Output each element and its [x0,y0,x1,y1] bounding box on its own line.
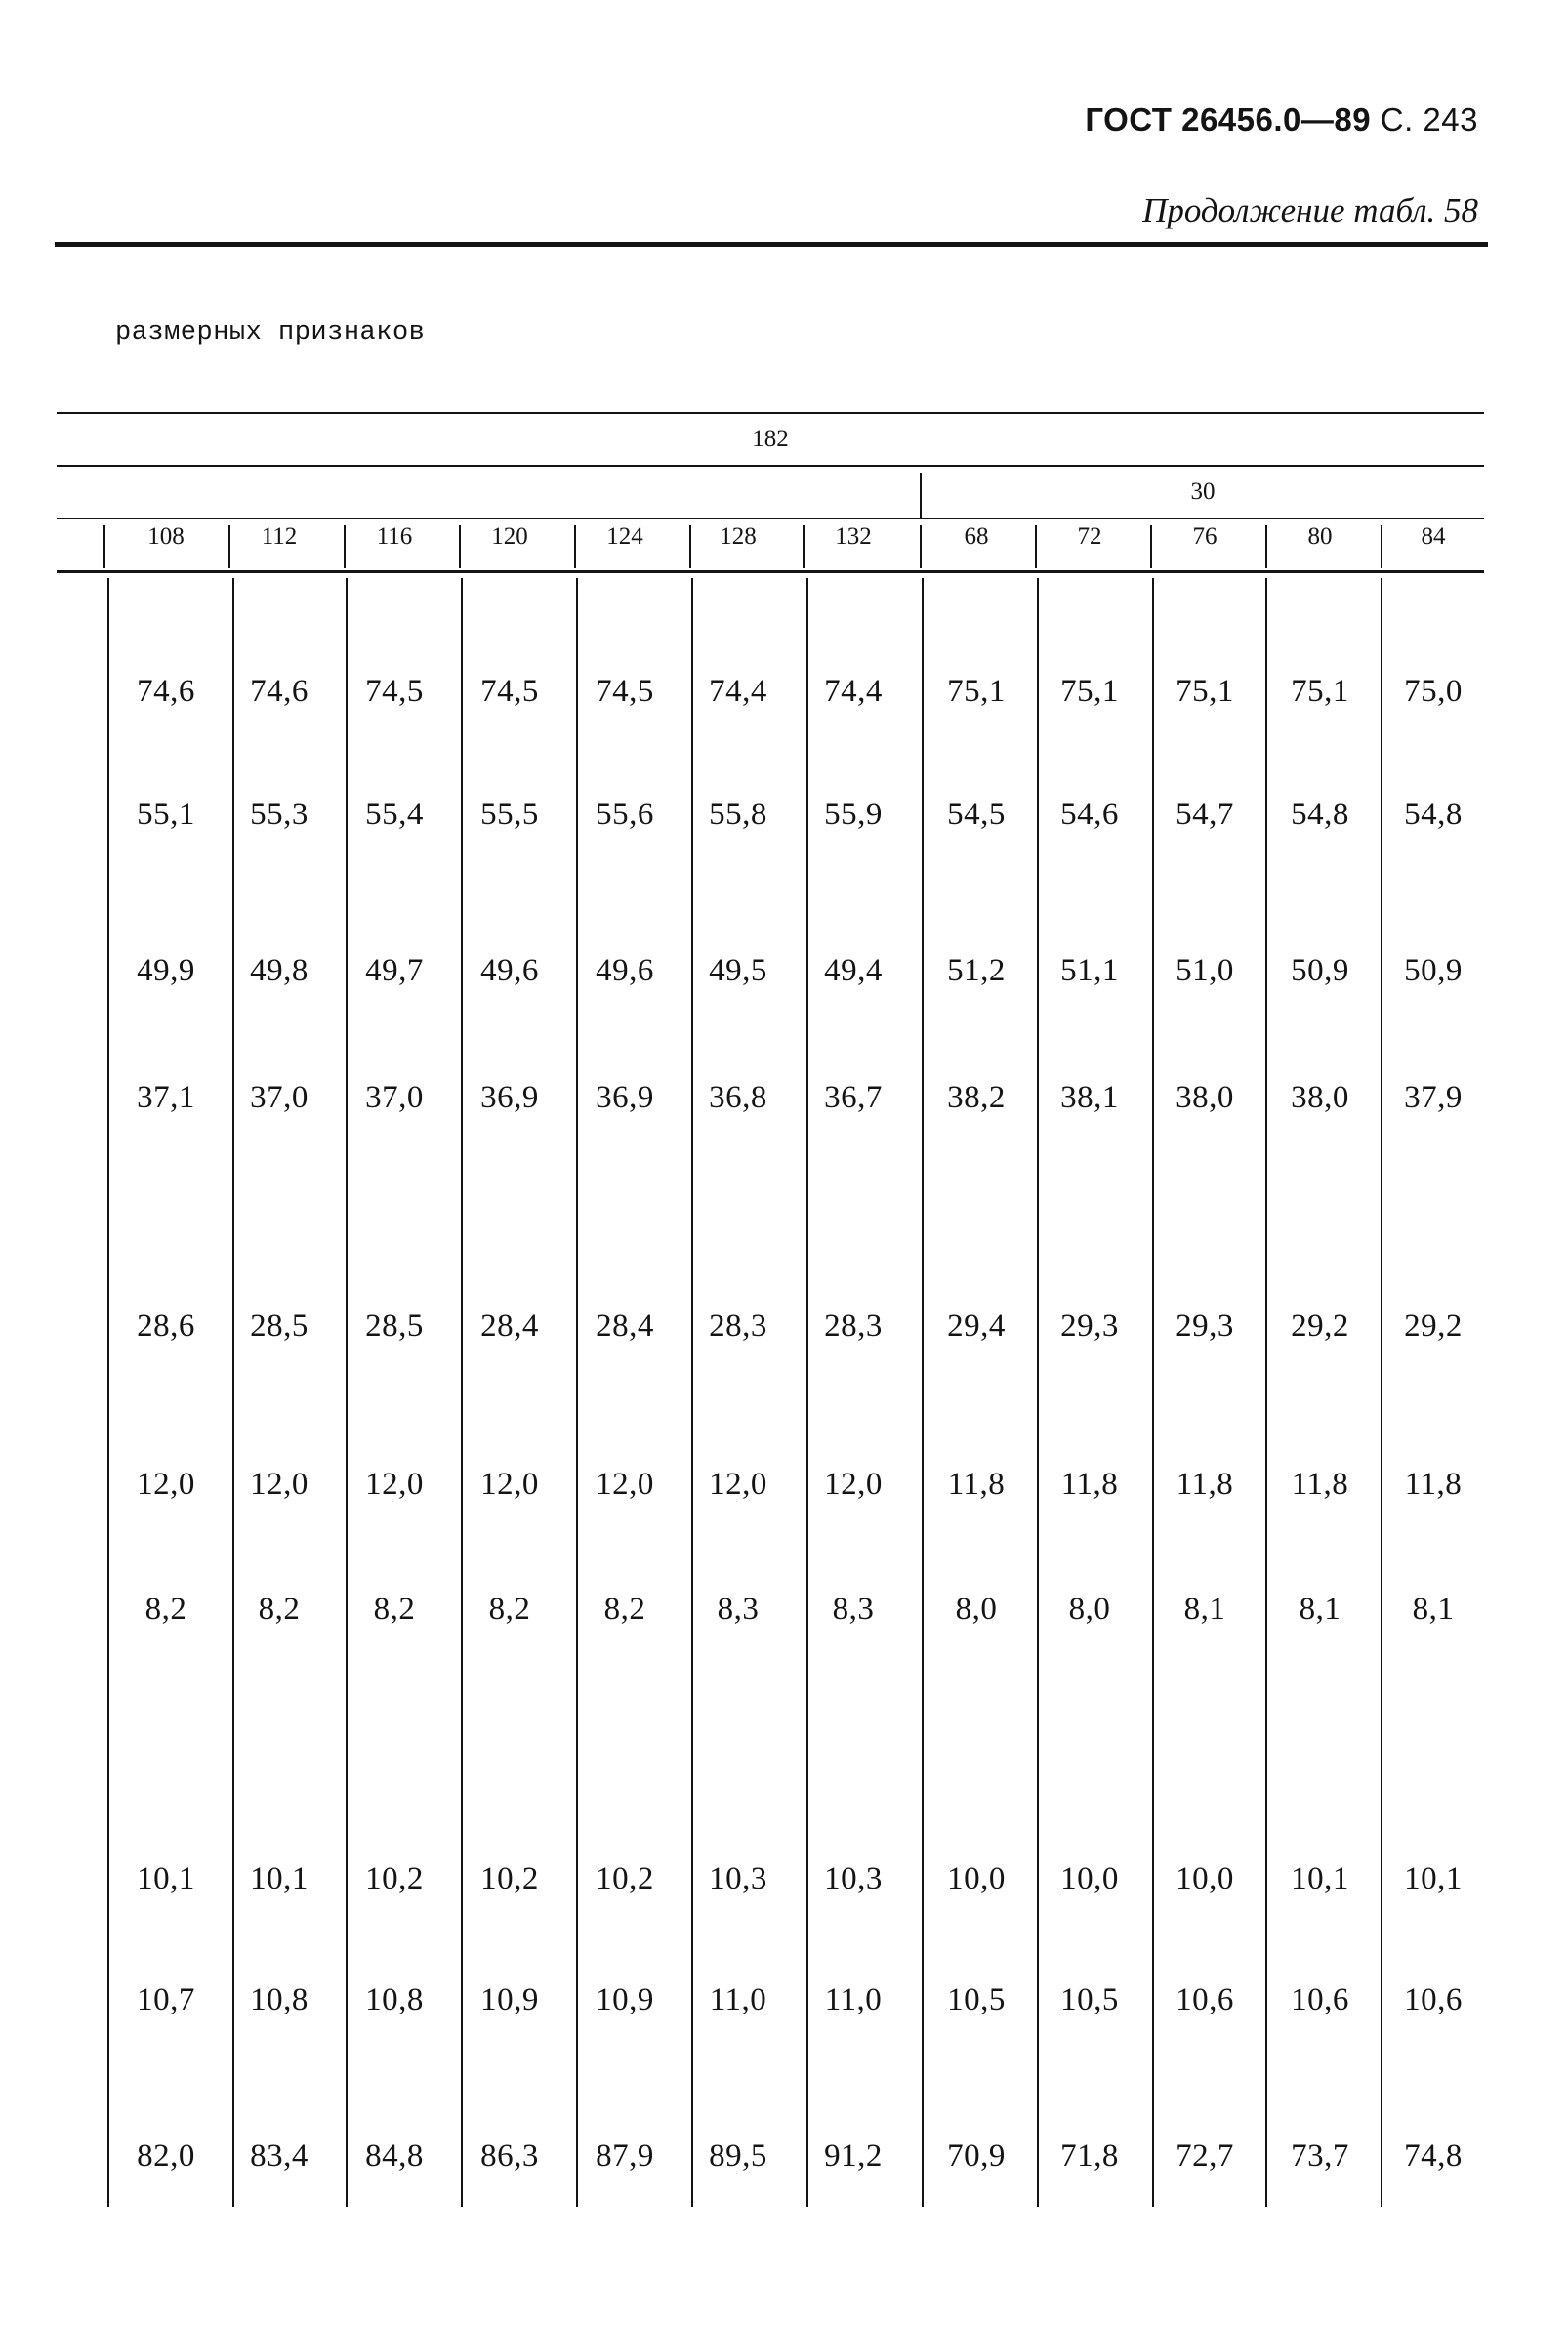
table-cell: 10,7 [137,1982,195,2017]
table-cell: 29,2 [1404,1308,1463,1344]
table-cell: 49,6 [596,953,654,988]
table-cell: 74,6 [137,674,195,709]
table-cell: 29,3 [1176,1308,1234,1344]
table-cell: 11,8 [1291,1467,1349,1502]
table-cell: 49,5 [709,953,767,988]
table-cell: 8,0 [955,1592,998,1627]
group-header-top: 182 [752,426,789,452]
table-cell: 51,1 [1060,953,1119,988]
table-cell: 10,0 [1176,1861,1234,1896]
table-cell: 54,8 [1291,797,1349,832]
table-cell: 74,8 [1404,2138,1463,2174]
column-header: 120 [491,523,528,550]
table-cell: 74,5 [480,674,539,709]
table-cell: 71,8 [1060,2138,1119,2174]
table-cell: 10,3 [709,1861,767,1896]
table-cell: 10,8 [250,1982,309,2017]
table-cell: 72,7 [1176,2138,1234,2174]
table-cell: 8,1 [1412,1592,1455,1627]
table-cell: 89,5 [709,2138,767,2174]
table-cell: 8,2 [144,1592,187,1627]
table-cell: 10,9 [596,1982,654,2017]
table-cell: 38,2 [947,1080,1006,1115]
table-cell: 54,6 [1060,797,1119,832]
table-cell: 28,5 [365,1308,424,1344]
table-top-rule [57,412,1484,414]
column-header: 72 [1077,523,1102,550]
table-cell: 49,4 [824,953,883,988]
table-cell: 37,0 [250,1080,309,1115]
table-cell: 8,0 [1068,1592,1111,1627]
table-cell: 50,9 [1291,953,1349,988]
table-cell: 8,2 [373,1592,416,1627]
table-continuation-label: Продолжение табл. 58 [1142,191,1478,229]
table-cell: 8,2 [603,1592,646,1627]
table-cell: 29,4 [947,1308,1006,1344]
table-cell: 10,9 [480,1982,539,2017]
column-header-divider [920,525,922,568]
table-cell: 10,5 [1060,1982,1119,2017]
table-cell: 55,8 [709,797,767,832]
standard-header [1085,102,1478,139]
table-cell: 75,1 [947,674,1006,709]
table-cell: 82,0 [137,2138,195,2174]
table-cell: 73,7 [1291,2138,1349,2174]
table-cell: 11,8 [947,1467,1006,1502]
group-header-sub: 30 [1190,478,1216,505]
header-rule [55,242,1488,247]
table-cell: 12,0 [709,1467,767,1502]
table-cell: 28,5 [250,1308,309,1344]
column-header: 84 [1421,523,1446,550]
table-cell: 75,1 [1176,674,1234,709]
table-cell: 49,9 [137,953,195,988]
table-cell: 11,8 [1176,1467,1234,1502]
table-cell: 38,0 [1291,1080,1349,1115]
table-cell: 28,3 [709,1308,767,1344]
table-cell: 28,4 [480,1308,539,1344]
table-cell: 38,0 [1176,1080,1234,1115]
table-cell: 10,1 [1291,1861,1349,1896]
column-divider [107,578,109,2207]
table-cell: 55,4 [365,797,424,832]
table-cell: 55,3 [250,797,309,832]
table-cell: 49,8 [250,953,309,988]
table-cell: 10,8 [365,1982,424,2017]
table-cell: 11,0 [709,1982,767,2017]
table-cell: 37,9 [1404,1080,1463,1115]
table-cell: 70,9 [947,2138,1006,2174]
group-rule-2 [57,518,1484,519]
column-header: 132 [835,523,872,550]
table-cell: 12,0 [365,1467,424,1502]
table-cell: 51,0 [1176,953,1234,988]
table-cell: 83,4 [250,2138,309,2174]
column-header: 128 [720,523,757,550]
table-cell: 8,1 [1183,1592,1226,1627]
table-cell: 28,6 [137,1308,195,1344]
table-cell: 10,1 [250,1861,309,1896]
table-cell: 38,1 [1060,1080,1119,1115]
table-cell: 37,1 [137,1080,195,1115]
table-cell: 8,2 [488,1592,531,1627]
table-cell: 11,8 [1404,1467,1463,1502]
table-cell: 55,6 [596,797,654,832]
table-cell: 91,2 [824,2138,883,2174]
table-cell: 37,0 [365,1080,424,1115]
table-cell: 28,3 [824,1308,883,1344]
page-number: С. 243 [1380,102,1478,138]
table-cell: 12,0 [596,1467,654,1502]
table-cell: 11,0 [824,1982,883,2017]
column-header: 76 [1192,523,1217,550]
table-cell: 74,4 [709,674,767,709]
table-cell: 8,1 [1299,1592,1341,1627]
table-cell: 8,3 [832,1592,875,1627]
table-cell: 8,2 [258,1592,301,1627]
column-header: 68 [964,523,989,550]
table-cell: 10,6 [1176,1982,1234,2017]
column-header-rule [57,570,1484,573]
table-cell: 12,0 [480,1467,539,1502]
table-cell: 10,2 [480,1861,539,1896]
table-cell: 10,6 [1404,1982,1463,2017]
table-cell: 54,7 [1176,797,1234,832]
table-cell: 49,6 [480,953,539,988]
table-cell: 29,2 [1291,1308,1349,1344]
table-cell: 36,9 [596,1080,654,1115]
table-cell: 55,1 [137,797,195,832]
table-cell: 86,3 [480,2138,539,2174]
column-header: 124 [606,523,643,550]
table-cell: 36,8 [709,1080,767,1115]
table-cell: 10,1 [1404,1861,1463,1896]
table-cell: 10,5 [947,1982,1006,2017]
table-cell: 10,0 [947,1861,1006,1896]
table-cell: 12,0 [250,1467,309,1502]
standard-code: ГОСТ 26456.0—89 [1085,102,1372,138]
table-cell: 75,1 [1060,674,1119,709]
column-header: 108 [147,523,185,550]
table-cell: 51,2 [947,953,1006,988]
table-cell: 75,1 [1291,674,1349,709]
table-cell: 10,1 [137,1861,195,1896]
table-cell: 50,9 [1404,953,1463,988]
column-header: 80 [1307,523,1333,550]
table-cell: 54,5 [947,797,1006,832]
table-cell: 10,3 [824,1861,883,1896]
table-cell: 12,0 [137,1467,195,1502]
table-cell: 10,2 [365,1861,424,1896]
table-cell: 55,9 [824,797,883,832]
table-cell: 74,5 [596,674,654,709]
group-rule-1 [57,465,1484,467]
table-cell: 87,9 [596,2138,654,2174]
table-cell: 12,0 [824,1467,883,1502]
table-cell: 74,4 [824,674,883,709]
table-cell: 10,6 [1291,1982,1349,2017]
table-cell: 36,9 [480,1080,539,1115]
table-cell: 8,3 [717,1592,760,1627]
column-header-divider [103,525,105,568]
column-header: 116 [376,523,413,550]
table-cell: 74,6 [250,674,309,709]
table-cell: 28,4 [596,1308,654,1344]
table-cell: 10,0 [1060,1861,1119,1896]
table-subtitle: размерных признаков [115,318,426,348]
table-cell: 11,8 [1060,1467,1119,1502]
table-cell: 10,2 [596,1861,654,1896]
table-cell: 29,3 [1060,1308,1119,1344]
table-cell: 36,7 [824,1080,883,1115]
table-cell: 55,5 [480,797,539,832]
column-header: 112 [261,523,298,550]
table-cell: 54,8 [1404,797,1463,832]
table-cell: 75,0 [1404,674,1463,709]
table-cell: 74,5 [365,674,424,709]
table-cell: 49,7 [365,953,424,988]
table-cell: 84,8 [365,2138,424,2174]
